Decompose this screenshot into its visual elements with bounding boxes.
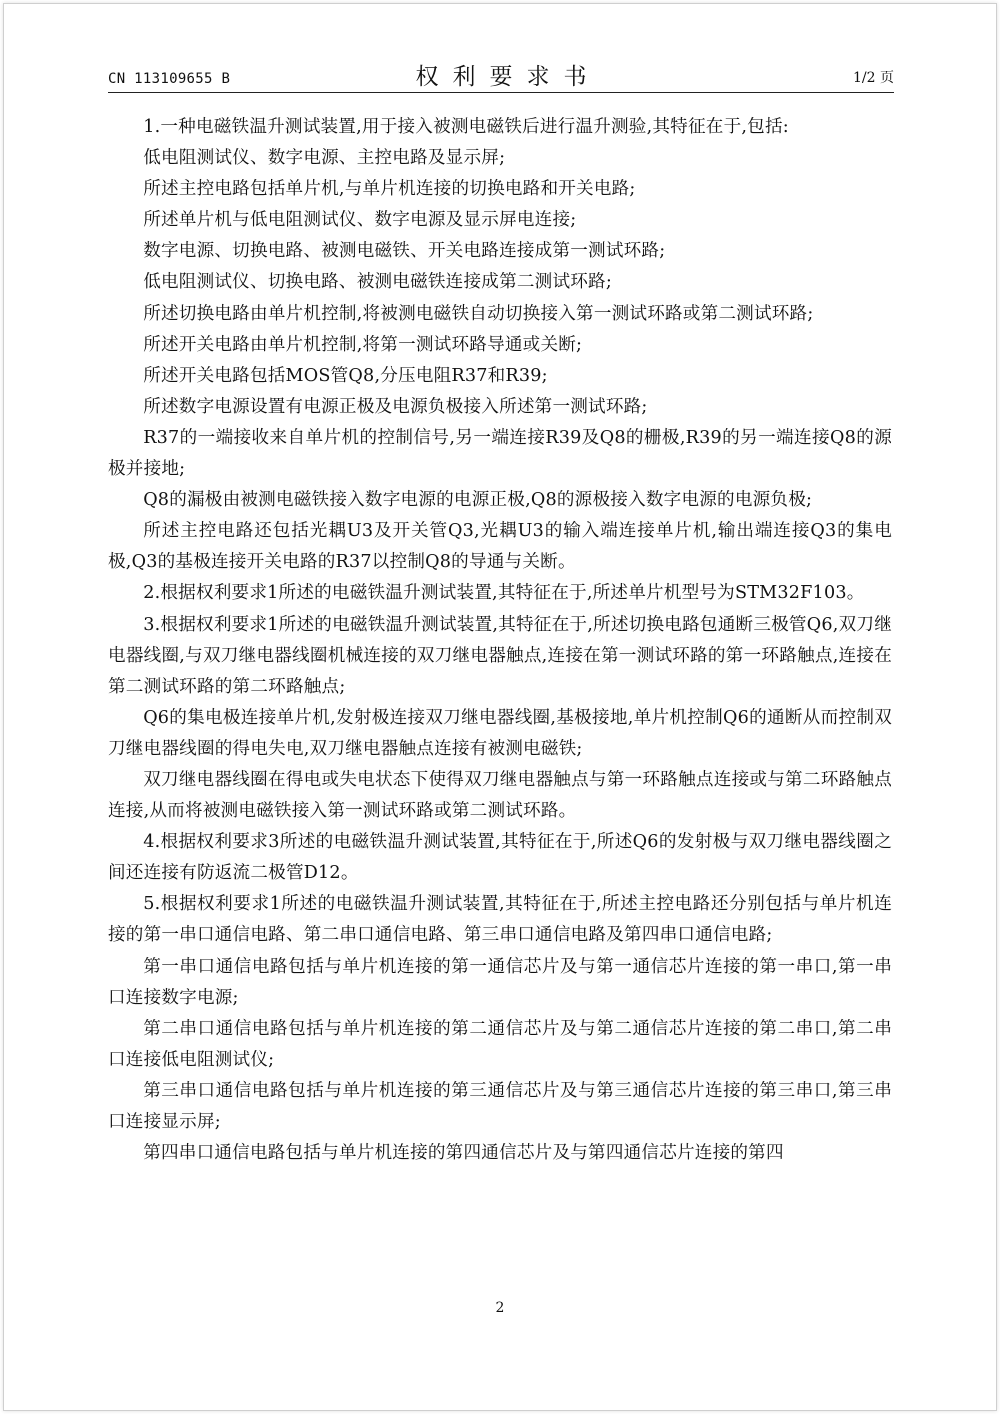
claim-paragraph: 5.根据权利要求1所述的电磁铁温升测试装置,其特征在于,所述主控电路还分别包括与单片机连接的第一串口通信电路、第二串口通信电路、第三串口通信电路及第四串口通信电路; <box>108 894 892 946</box>
claim-paragraph: 第三串口通信电路包括与单片机连接的第三通信芯片及与第三通信芯片连接的第三串口,第三串口连接显示屏; <box>108 1080 892 1132</box>
claim-paragraph: 所述切换电路由单片机控制,将被测电磁铁自动切换接入第一测试环路或第二测试环路; <box>143 303 814 324</box>
claim-paragraph: 2.根据权利要求1所述的电磁铁温升测试装置,其特征在于,所述单片机型号为STM32F103。 <box>143 583 865 604</box>
claim-paragraph: 低电阻测试仪、数字电源、主控电路及显示屏; <box>143 148 506 169</box>
claim-paragraph: 所述开关电路包括MOS管Q8,分压电阻R37和R39; <box>143 365 548 386</box>
claim-paragraph: 4.根据权利要求3所述的电磁铁温升测试装置,其特征在于,所述Q6的发射极与双刀继电器线圈之间还连接有防返流二极管D12。 <box>108 832 892 884</box>
claim-paragraph: 第四串口通信电路包括与单片机连接的第四通信芯片及与第四通信芯片连接的第四 <box>143 1143 784 1164</box>
page-indicator: 1/2 页 <box>853 70 894 86</box>
header-divider <box>108 92 894 93</box>
claim-paragraph: Q6的集电极连接单片机,发射极连接双刀继电器线圈,基极接地,单片机控制Q6的通断从而控制双刀继电器线圈的得电失电,双刀继电器触点连接有被测电磁铁; <box>108 707 892 759</box>
claim-paragraph: 所述单片机与低电阻测试仪、数字电源及显示屏电连接; <box>143 210 577 231</box>
claim-paragraph: 所述数字电源设置有电源正极及电源负极接入所述第一测试环路; <box>143 396 648 417</box>
claim-paragraph: 第一串口通信电路包括与单片机连接的第一通信芯片及与第一通信芯片连接的第一串口,第一串口连接数字电源; <box>108 956 892 1008</box>
page-header <box>108 60 894 92</box>
claim-paragraph: 1.一种电磁铁温升测试装置,用于接入被测电磁铁后进行温升测验,其特征在于,包括: <box>143 117 789 137</box>
page-number: 2 <box>495 1300 505 1316</box>
claim-paragraph: 所述主控电路还包括光耦U3及开关管Q3,光耦U3的输入端连接单片机,输出端连接Q3的集电极,Q3的基极连接开关电路的R37以控制Q8的导通与关断。 <box>108 521 892 573</box>
claim-paragraph: 3.根据权利要求1所述的电磁铁温升测试装置,其特征在于,所述切换电路包通断三极管Q6,双刀继电器线圈,与双刀继电器线圈机械连接的双刀继电器触点,连接在第一测试环路的第一环路触点,连接在第二测试环路的第二环路触点; <box>108 614 892 697</box>
page-footer <box>0 1300 1000 1316</box>
claim-paragraph: 低电阻测试仪、切换电路、被测电磁铁连接成第二测试环路; <box>143 272 612 293</box>
claim-paragraph: R37的一端接收来自单片机的控制信号,另一端连接R39及Q8的栅极,R39的另一端连接Q8的源极并接地; <box>108 427 892 480</box>
publication-number: CN 113109655 B <box>108 71 231 87</box>
claim-paragraph: Q8的漏极由被测电磁铁接入数字电源的电源正极,Q8的源极接入数字电源的电源负极; <box>143 490 813 511</box>
claim-paragraph: 第二串口通信电路包括与单片机连接的第二通信芯片及与第二通信芯片连接的第二串口,第二串口连接低电阻测试仪; <box>108 1018 892 1070</box>
claim-paragraph: 数字电源、切换电路、被测电磁铁、开关电路连接成第一测试环路; <box>143 241 666 262</box>
claim-paragraph: 双刀继电器线圈在得电或失电状态下使得双刀继电器触点与第一环路触点连接或与第二环路触点连接,从而将被测电磁铁接入第一测试环路或第二测试环路。 <box>108 769 892 822</box>
document-title: 权利要求书 <box>415 64 601 90</box>
claim-paragraph: 所述开关电路由单片机控制,将第一测试环路导通或关断; <box>143 334 583 355</box>
claims-body <box>108 112 892 1169</box>
claim-paragraph: 所述主控电路包括单片机,与单片机连接的切换电路和开关电路; <box>143 179 636 200</box>
